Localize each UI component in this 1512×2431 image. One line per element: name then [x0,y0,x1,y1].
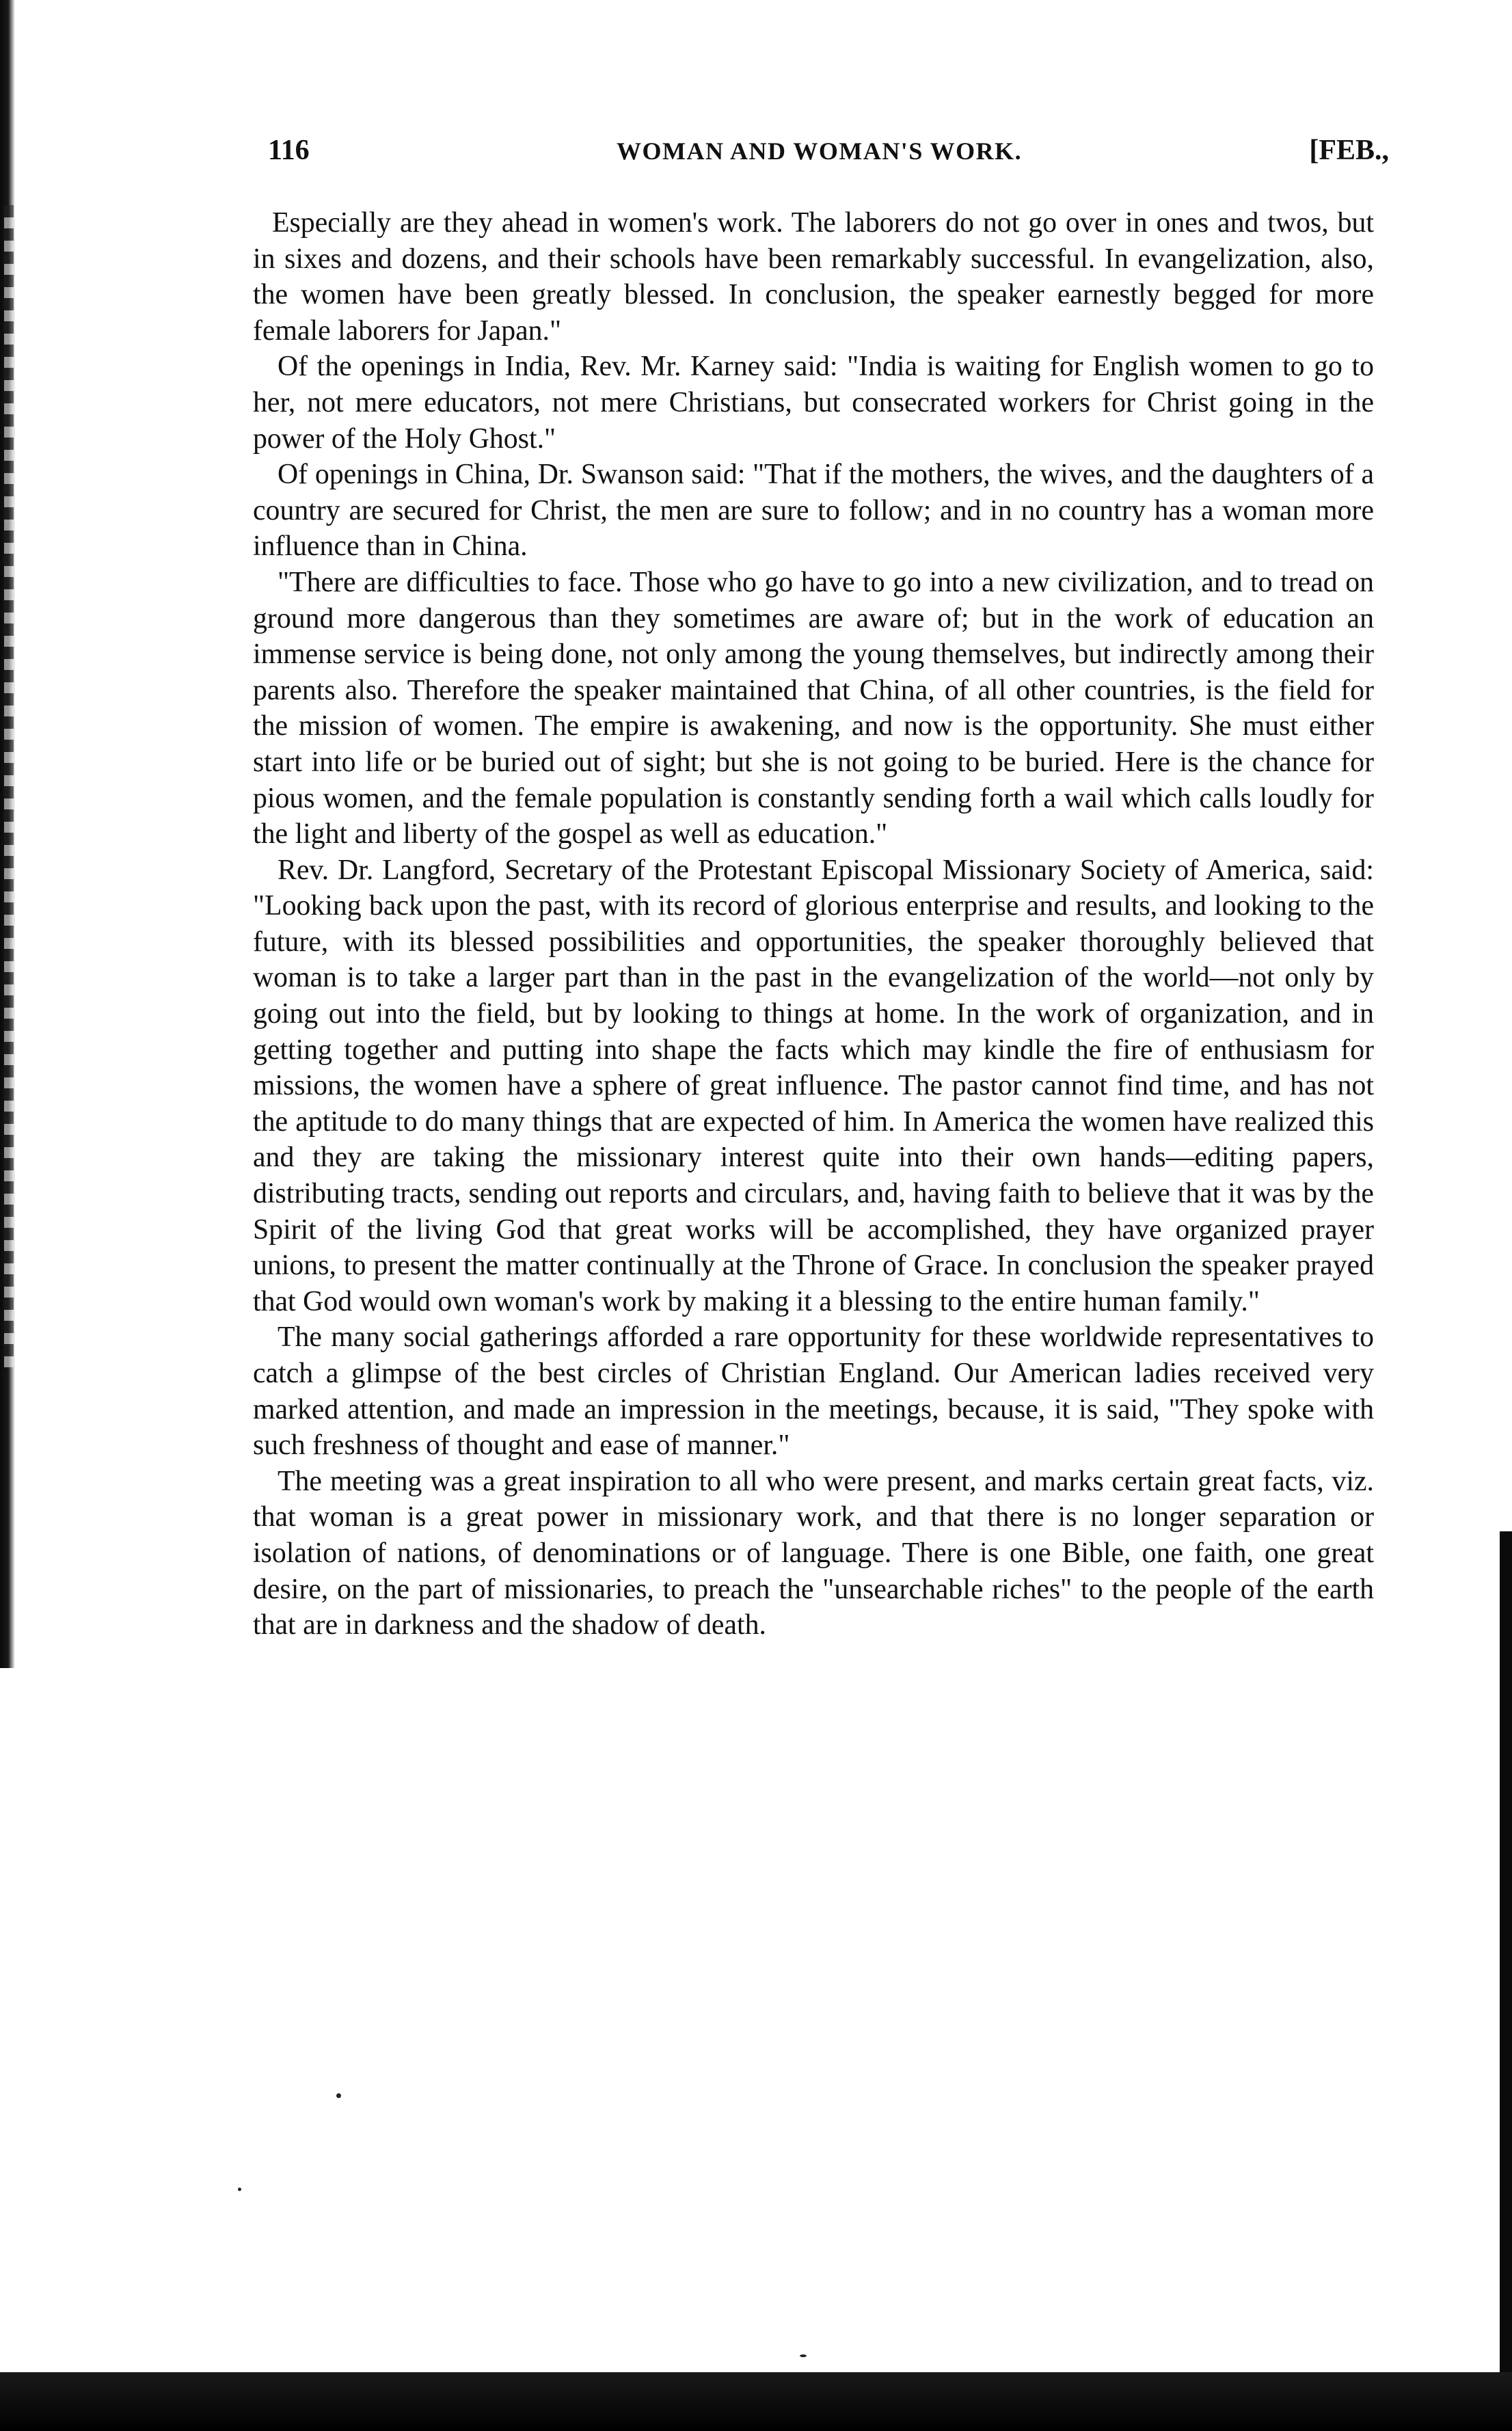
right-edge-shadow [1500,1531,1512,2431]
binding-gutter-marks [4,205,14,1367]
paragraph: The many social gatherings afforded a rare opportunity for these worldwide representatives to catch a glimpse of the best circles of Christian England. Our American ladies received very marked attention, and made an impression in the meetings, because, it is said, "They spoke with such freshness of thought and ease of manner." [253,1321,1374,1462]
paragraph: Rev. Dr. Langford, Secretary of the Protestant Episcopal Missionary Society of America, said: "Looking back upon the past, with its record of glorious enterprise and results, and looking to the future, with its blessed possibilities and opportunities, the speaker thoroughly believed that woman is to take a larger part than in the past in the evangelization of the world—not only by going out into the field, but by looking to things at home. In the work of organization, and in getting together and putting into shape the facts which may kindle the fire of enthusiasm for missions, the women have a sphere of great influence. The pastor cannot find time, and has not the aptitude to do many things that are expected of him. In America the women have realized this and they are taking the missionary interest quite into their own hands—editing papers, distributing tracts, sending out reports and circulars, and, having faith to believe that it was by the Spirit of the living God that great works will be accomplished, they have organized prayer unions, to present the matter continually at the Throne of Grace. In conclusion the speaker prayed that God would own woman's work by making it a blessing to the entire human family." [253,854,1374,1317]
article-body [253,205,1374,1643]
running-head: WOMAN AND WOMAN'S WORK. [617,137,1023,165]
ink-speck [800,2354,807,2357]
paragraph: The meeting was a great inspiration to all who were present, and marks certain great facts, viz. that woman is a great power in missionary work, and that there is no longer separation or isolation of nations, of denominations or of language. There is one Bible, one faith, one great desire, on the part of missionaries, to preach the "unsearchable riches" to the people of the earth that are in darkness and the shadow of death. [253,1465,1374,1641]
paragraph: Especially are they ahead in women's work. The laborers do not go over in ones and twos, but in sixes and dozens, and their schools have been remarkably successful. In evangelization, also, the women have been greatly blessed. In conclusion, the speaker earnestly begged for more female laborers for Japan." [253,207,1374,347]
paragraph: Of openings in China, Dr. Swanson said: "That if the mothers, the wives, and the daughters of a country are secured for Christ, the men are sure to follow; and in no country has a woman more influence than in China. [253,459,1374,563]
ink-speck [238,2188,241,2191]
header-month: [FEB., [1309,135,1389,166]
ink-speck [336,2093,341,2098]
bottom-edge-shadow [0,2372,1512,2431]
paragraph: "There are difficulties to face. Those who go have to go into a new civilization, and to tread on ground more dangerous than they sometimes are aware of; but in the work of education an immense service is being done, not only among the young themselves, but indirectly among their parents also. Therefore the speaker maintained that China, of all other countries, is the field for the mission of women. The empire is awakening, and now is the opportunity. She must either start into life or be buried out of sight; but she is not going to be buried. Here is the chance for pious women, and the female population is constantly sending forth a wail which calls loudly for the light and liberty of the gospel as well as education." [253,566,1374,850]
paragraph: Of the openings in India, Rev. Mr. Karney said: "India is waiting for English women to go to her, not mere educators, not mere Christians, but consecrated workers for Christ going in the power of the Holy Ghost." [253,351,1374,455]
page-header [268,134,1389,172]
page-number: 116 [268,135,310,166]
